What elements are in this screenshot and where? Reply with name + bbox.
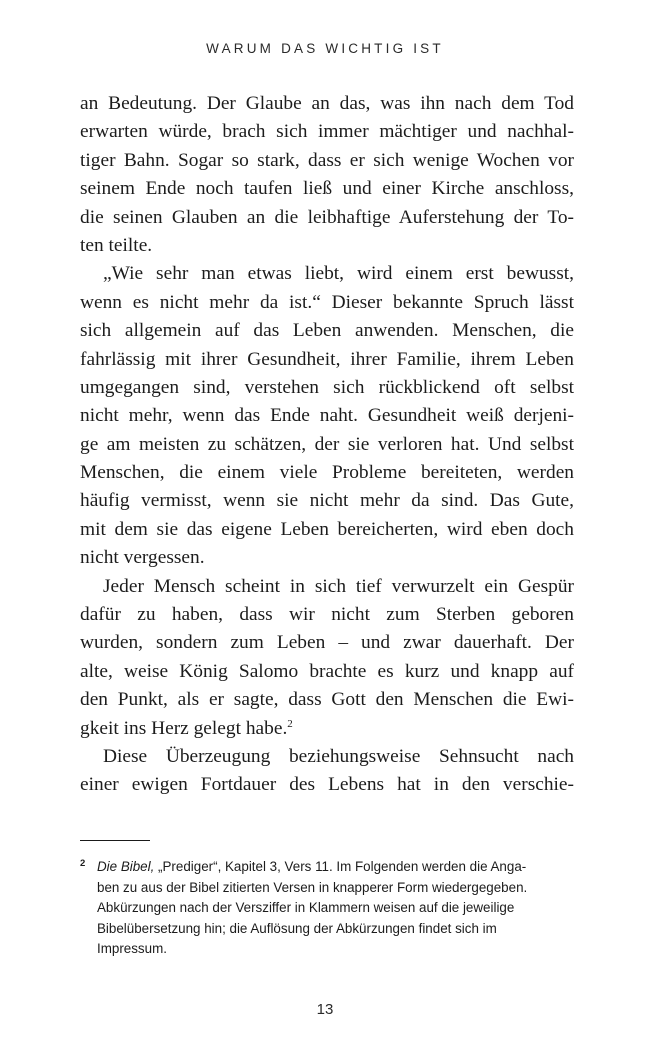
text-line: einer ewigen Fortdauer des Lebens hat in den verschie- — [80, 774, 574, 796]
body-text — [80, 90, 574, 800]
text-line: den Punkt, als er sagte, dass Gott den Menschen die Ewi- — [80, 689, 574, 711]
text-line: tiger Bahn. Sogar so stark, dass er sich wenige Wochen vor — [80, 149, 574, 171]
text-line: sich allgemein auf das Leben anwenden. Menschen, die — [80, 320, 574, 342]
text-line: umgegangen sind, verstehen sich rückblickend oft selbst — [80, 376, 574, 398]
text-line: „Wie sehr man etwas liebt, wird einem erst bewusst, — [103, 263, 574, 285]
text-line: nicht vergessen. — [80, 547, 205, 569]
text-line: ten teilte. — [80, 234, 153, 256]
text-line: wenn es nicht mehr da ist.“ Dieser bekannte Spruch lässt — [80, 291, 574, 313]
footnote-line: Bibelübersetzung hin; die Auflösung der Abkürzungen findet sich im — [97, 920, 497, 936]
footnote-line: ben zu aus der Bibel zitierten Versen in knapperer Form wiedergegeben. — [97, 879, 528, 895]
text-line: erwarten würde, brach sich immer mächtiger und nachhal- — [80, 121, 574, 143]
text-line: fahrlässig mit ihrer Gesundheit, ihrer Familie, ihrem Leben — [80, 348, 574, 370]
text-line — [80, 715, 574, 743]
text-line: seinem Ende noch taufen ließ und einer Kirche anschloss, — [80, 178, 574, 200]
text-line: mit dem sie das eigene Leben bereicherten, wird eben doch — [80, 518, 574, 540]
text-line: häufig vermisst, wenn sie nicht mehr da sind. Das Gute, — [80, 490, 574, 512]
footnote-line-rest: „Prediger“, Kapitel 3, Vers 11. Im Folgenden werden die Anga- — [154, 859, 527, 874]
footnote — [80, 857, 574, 960]
footnote-text — [97, 857, 574, 960]
footnote-line: Abkürzungen nach der Versziffer in Klammern weisen auf die jeweilige — [97, 900, 515, 916]
text-line: Jeder Mensch scheint in sich tief verwurzelt ein Gespür — [103, 575, 574, 597]
text-line: die seinen Glauben an die leibhaftige Auferstehung der To- — [80, 206, 574, 228]
footnote-reference[interactable]: 2 — [287, 717, 293, 730]
text-line: an Bedeutung. Der Glaube an das, was ihn nach dem Tod — [80, 93, 574, 114]
text-line: alte, weise König Salomo brachte es kurz und knapp auf — [80, 660, 574, 682]
text-line: dafür zu haben, dass wir nicht zum Sterben geboren — [80, 604, 574, 626]
running-header-title: WARUM DAS WICHTIG IST — [206, 41, 444, 56]
text-line: wurden, sondern zum Leben – und zwar dauerhaft. Der — [80, 632, 574, 654]
text-line: nicht mehr, wenn das Ende naht. Gesundheit weiß derjeni- — [80, 405, 574, 427]
text-line: ge am meisten zu schätzen, der sie verloren hat. Und selbst — [80, 433, 574, 455]
text-line-content: gkeit ins Herz gelegt habe. — [80, 717, 288, 739]
footnote-separator — [80, 840, 150, 841]
footnote-marker: 2 — [80, 858, 86, 869]
text-line: Menschen, die einem viele Probleme bereiteten, werden — [80, 462, 574, 484]
text-line: Diese Überzeugung beziehungsweise Sehnsucht nach — [103, 745, 574, 767]
page-number: 13 — [316, 1001, 334, 1018]
footnote-source-title: Die Bibel, — [97, 859, 155, 874]
footnote-line: Impressum. — [97, 941, 167, 957]
footnote-line — [97, 857, 574, 878]
